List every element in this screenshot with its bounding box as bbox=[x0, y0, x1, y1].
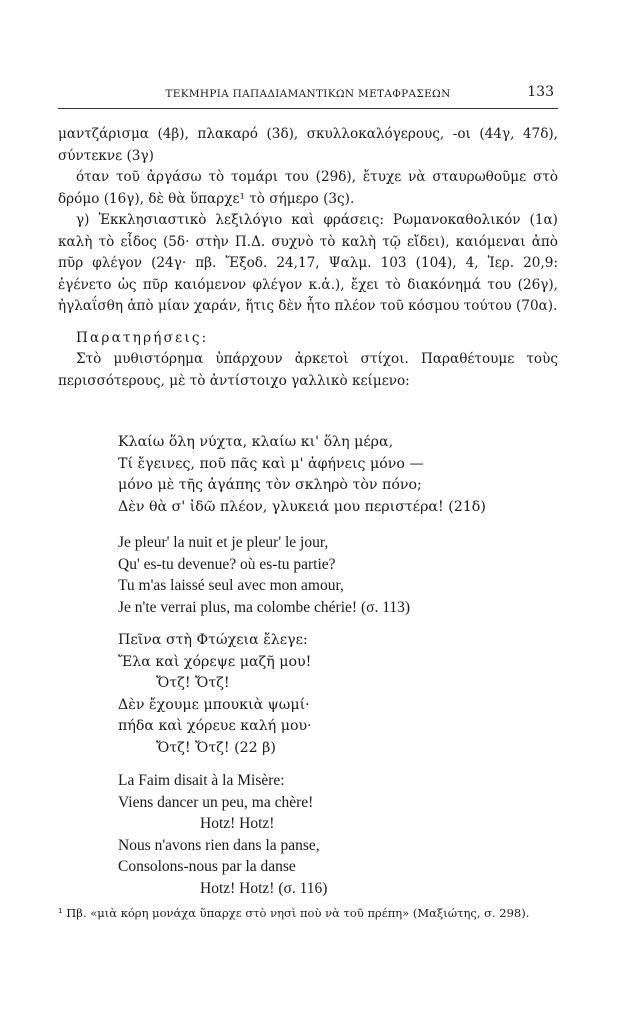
body-text bbox=[58, 124, 558, 392]
verse-line: Ὄτζ! Ὄτζ! bbox=[156, 675, 230, 691]
paragraph-ecclesiastical: γ) Ἐκκλησιαστικὸ λεξιλόγιο καὶ φράσεις: Ρωμανοκαθολικόν (1α) καλὴ τὸ εἶδος (5δ· στὴν Π.Δ. συχνὸ τὸ καλὴ τῷ εἴδει), καιόμεναι ἀπὸ πῦρ φλέγον (24γ· πβ. Ἔξοδ. 24,17, Ψαλμ. 103 (104), 4, Ἰερ. 20,9: ἐγένετο ὡς πῦρ καιόμενον φλέγον κ.ἀ.), ἔχει τὸ διακόνημά του (26γ), ἠγλαΐσθη ἀπὸ μίαν χαράν, ἥτις δὲν ἦτο πλέον τοῦ κόσμου τούτου (70α). bbox=[58, 212, 558, 314]
verse-line: Consolons-nous par la danse bbox=[118, 858, 296, 875]
page-number: 133 bbox=[527, 84, 554, 100]
verse-line: Je n'te verrai plus, ma colombe chérie! (σ. 113) bbox=[118, 598, 411, 616]
verse-line: Hotz! Hotz! (σ. 116) bbox=[200, 879, 328, 897]
verse-line: μόνο μὲ τῆς ἀγάπης τὸν σκληρὸ τὸν πόνο; bbox=[118, 477, 422, 493]
verse-line: Viens dancer un peu, ma chère! bbox=[118, 793, 314, 811]
running-title: ΤΕΚΜΗΡΙΑ ΠΑΠΑΔΙΑΜΑΝΤΙΚΩΝ ΜΕΤΑΦΡΑΣΕΩΝ bbox=[165, 88, 451, 100]
verse-line: Hotz! Hotz! bbox=[200, 815, 275, 832]
verse-line: πήδα καὶ χόρευε καλή μου· bbox=[118, 718, 312, 734]
verse-line: Qu' es-tu devenue? où es-tu partie? bbox=[118, 555, 336, 573]
verse-line: Tu m'as laissé seul avec mon amour, bbox=[118, 577, 344, 594]
paragraph-verses-intro: Στὸ μυθιστόρημα ὑπάρχουν ἀρκετοὶ στίχοι. Παραθέτουμε τοὺς περισσότερους, μὲ τὸ ἀντίστοιχο γαλλικὸ κείμενο: bbox=[58, 351, 558, 389]
verse-line: Ὄτζ! Ὄτζ! (22 β) bbox=[156, 739, 276, 756]
paragraph-phrases: όταν τοῦ ἀργάσω τὸ τομάρι του (29δ), ἔτυχε νὰ σταυρωθοῦμε στὸ δρόμο (16γ), δὲ θὰ ὕπαρχε¹ τὸ σήμερο (3ς). bbox=[58, 169, 558, 207]
verse-line: Je pleur' la nuit et je pleur' le jour, bbox=[118, 534, 329, 551]
verse-line: Nous n'avons rien dans la panse, bbox=[118, 836, 320, 854]
paragraph-lexicon: μαντζάρισμα (4β), πλακαρό (3δ), σκυλλοκαλόγερους, -οι (44γ, 47δ), σύντεκνε (3γ) bbox=[58, 126, 558, 164]
verse-greek-1 bbox=[118, 432, 486, 518]
footnote: ¹ Πβ. «μιὰ κόρη μονάχα ὕπαρχε στὸ νησὶ ποὺ νὰ τοῦ πρέπη» (Μαξιώτης, σ. 298). bbox=[58, 906, 530, 920]
verse-line: Κλαίω ὅλη νύχτα, κλαίω κι' ὅλη μέρα, bbox=[118, 434, 394, 450]
verse-greek-2 bbox=[118, 630, 312, 759]
verse-line: Δὲν ἔχουμε μπουκιὰ ψωμί· bbox=[118, 696, 310, 713]
verse-line: Ἔλα καὶ χόρεψε μαζῆ μου! bbox=[118, 653, 312, 670]
verse-line: Πεῖνα στὴ Φτώχεια ἔλεγε: bbox=[118, 632, 308, 648]
verse-line: La Faim disait à la Misère: bbox=[118, 772, 285, 789]
verse-line: Τί ἔγεινες, ποῦ πᾶς καὶ μ' ἀφήνεις μόνο — bbox=[118, 455, 424, 472]
section-heading-observations: Παρατηρήσεις: bbox=[76, 329, 209, 346]
verse-french-2 bbox=[118, 770, 327, 899]
verse-french-1 bbox=[118, 532, 410, 618]
verse-line: Δὲν θὰ σ' ἰδῶ πλέον, γλυκειά μου περιστέρα! (21δ) bbox=[118, 498, 486, 515]
running-header bbox=[58, 86, 558, 109]
